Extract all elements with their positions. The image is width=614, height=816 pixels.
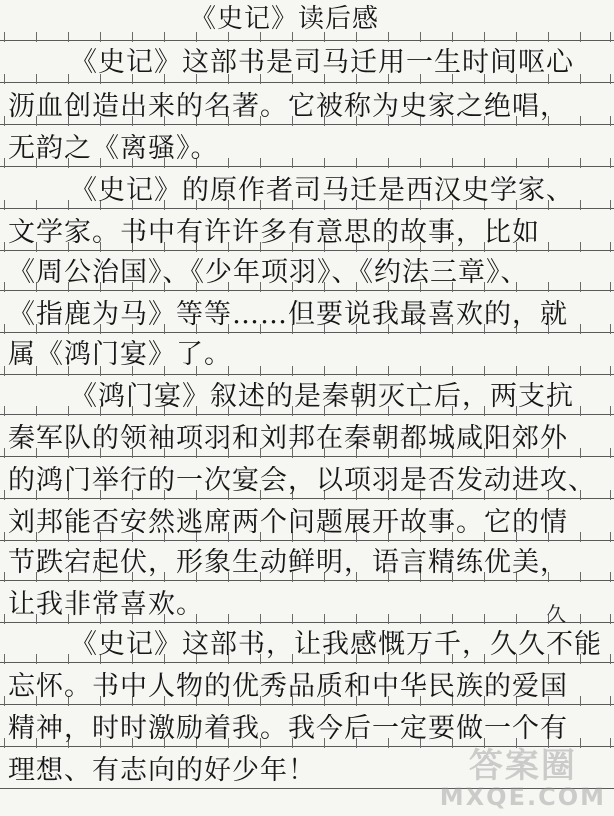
essay-line: 让我非常喜欢。 [8,590,204,620]
grid-row-line [0,374,614,375]
grid-row-line [0,540,614,541]
essay-line: 精神，时时激励着我。我今后一定要做一个有 [8,714,568,744]
essay-line: 刘邦能否安然逃席两个问题展开故事。它的情 [8,508,568,538]
watermark-site-text: MXQE.COM [439,782,606,811]
essay-line: 沥血创造出来的名著。它被称为史家之绝唱， [8,92,568,122]
essay-line: 节跌宕起伏，形象生动鲜明，语言精练优美， [8,548,568,578]
essay-line: 《史记》这部书，让我感慨万千，久久不能 [70,630,602,660]
essay-line: 文学家。书中有许许多有意思的故事，比如 [8,218,540,248]
grid-row-line [0,290,614,291]
grid-row-line [0,456,614,457]
essay-line: 《史记》的原作者司马迁是西汉史学家、 [70,176,574,206]
grid-row-line [0,40,614,41]
grid-row-line [0,622,614,623]
grid-row-line [0,332,614,333]
essay-line: 《指鹿为马》等等……但要说我最喜欢的，就 [8,300,568,330]
grid-row-line [0,580,614,581]
grid-row-line [0,250,614,251]
grid-row-line [0,208,614,209]
grid-row-line [0,662,614,663]
essay-line: 秦军队的领袖项羽和刘邦在秦朝都城咸阳郊外 [8,424,568,454]
essay-line: 《周公治国》、《少年项羽》、《约法三章》、 [8,258,529,288]
grid-row-line [0,414,614,415]
essay-title: 《史记》读后感 [190,4,380,34]
essay-line: 无韵之《离骚》。 [8,134,219,164]
insertion-mark: 久 [546,602,566,626]
essay-line: 理想、有志向的好少年！ [8,756,316,786]
essay-line: 属《鸿门宴》了。 [8,340,232,370]
grid-row-line [0,124,614,125]
watermark-logo-text: 答案圈 [468,746,577,787]
grid-row-line [0,82,614,83]
watermark [439,746,606,811]
essay-line: 的鸿门举行的一次宴会，以项羽是否发动进攻、 [8,466,596,496]
essay-line: 《鸿门宴》叙述的是秦朝灭亡后，两支抗 [70,382,574,412]
essay-line: 忘怀。书中人物的优秀品质和中华民族的爱国 [8,672,568,702]
grid-row-line [0,704,614,705]
essay-line: 《史记》这部书是司马迁用一生时间呕心 [70,48,574,78]
grid-row-line [0,166,614,167]
grid-row-line [0,498,614,499]
